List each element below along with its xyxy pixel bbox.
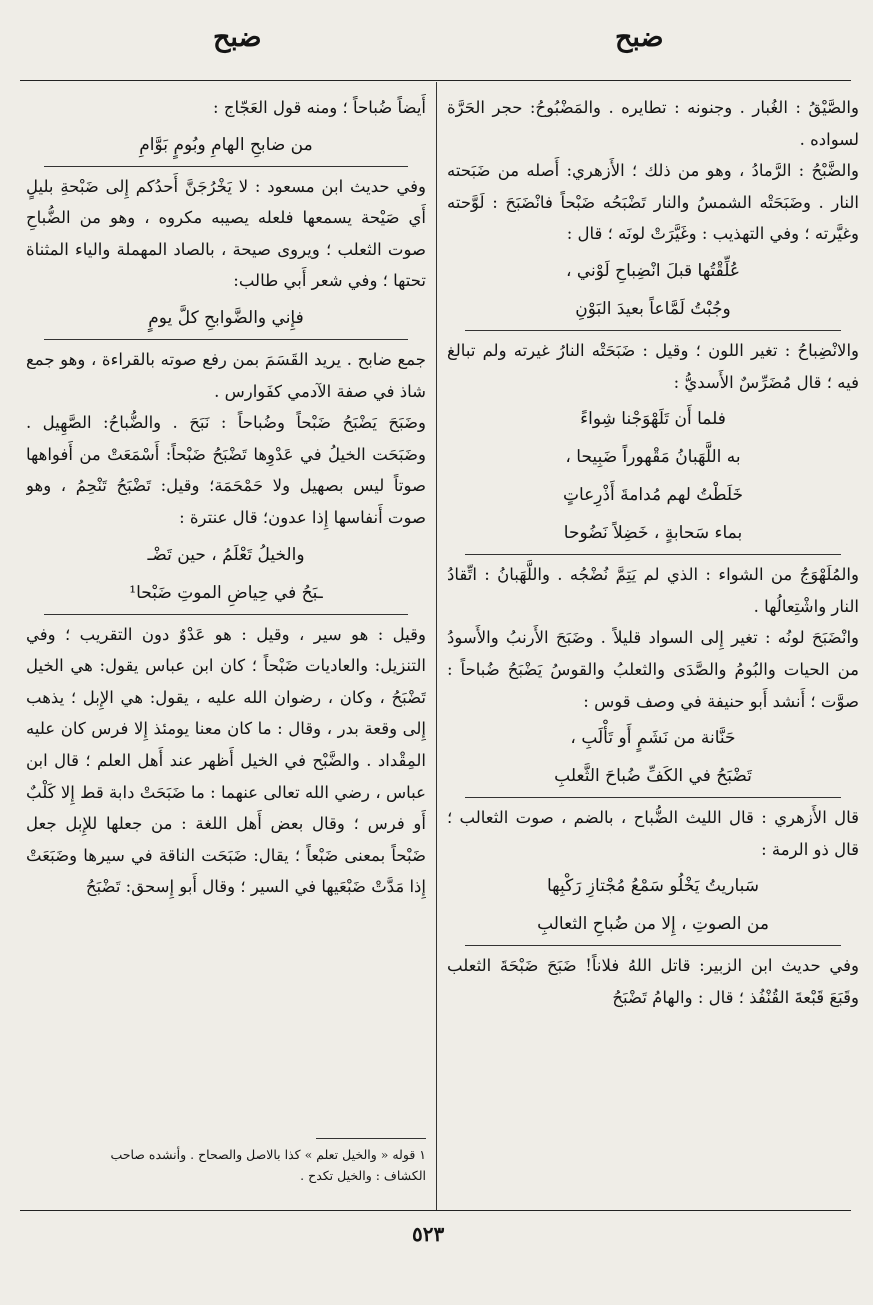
verse-separator — [465, 797, 841, 798]
verse-line: فإِني والضَّوابحِ كلَّ يومٍ — [148, 307, 304, 328]
paragraph: والمُلَهْوَجُ من الشواء : الذي لم يَتِمَّ نُضْجُه . واللَّهَبانُ : اتِّقادُ النار واشْتِعالُها . — [447, 565, 859, 616]
verse-separator — [465, 330, 841, 331]
running-header-left: ضبح — [213, 22, 262, 53]
verse-separator — [44, 166, 408, 167]
verse-line: حَنَّانة من نَشَمٍ أَو تَأْلَبِ ، — [570, 728, 736, 749]
verse-separator — [44, 339, 408, 340]
verse-line: فلما أَن تَلَهْوَجْنا شِواءً — [580, 409, 726, 430]
right-column — [447, 92, 859, 1207]
verse-line: به اللَّهَبانُ مَقْهوراً ضَبِيحا ، — [565, 447, 741, 468]
footnote-line: ١ قوله « والخيل تعلم » كذا بالاصل والصحاح . وأنشده صاحب — [110, 1147, 426, 1162]
footnote-line: الكشاف : والخيل تكدح . — [300, 1168, 426, 1183]
paragraph: جمع ضابح . يريد القَسَمَ بمن رفع صوته بالقراءة ، وهو جمع شاذ في صفة الآدمي كفَوارس . — [26, 349, 426, 401]
verse-line: ـبَحُ في حِياضِ الموتِ ضَبْحا¹ — [129, 582, 323, 603]
paragraph: وفي حديث ابن مسعود : لا يَخْرُجَنَّ أَحدُكم إِلى ضَبْحةِ بليلٍ أَي صَيْحة يسمعها فلعله يصيبه مكروه ، وهو من الضُّباحِ صوت الثعلب ؛ ويروى صيحة ، بالصاد المهملة والياء المثناة تحتها ؛ وفي شعر أَبي طالب: — [26, 176, 426, 291]
verse-line: عُلِّقْتُها قبلَ انْضِباحِ لَوْني ، — [565, 260, 741, 281]
footnote-rule — [316, 1138, 426, 1139]
page-number: ٥٢٣ — [412, 1222, 445, 1246]
verse-line: من ضابحِ الهامِ وبُومٍ بَوَّامِ — [139, 134, 313, 155]
verse-separator — [465, 945, 841, 946]
verse-separator — [44, 614, 408, 615]
verse-line: بماء سَحابةٍ ، خَضِلاً نَضُوحا — [563, 523, 743, 544]
verse-line: والخيلُ تَعْلَمُ ، حين تَضْـ — [147, 544, 305, 565]
verse-line: خَلَطْتُ لهم مُدامةَ أَذْرِعاتٍ — [562, 485, 744, 506]
paragraph: والضَّبْحُ : الرَّمادُ ، وهو من ذلك ؛ الأَزهري: أَصله من ضَبَحته النار . وضَبَحَتْه الشمسُ والنار تَضْبَحُه ضَبْحاً فانْضَبَحَ : لَوَّحته وغيَّرته ؛ وفي التهذيب : وغَيَّرَتْ لونَه ؛ قال : — [447, 161, 859, 244]
verse-line: من الصوتِ ، إِلا من ضُباحِ الثعالبِ — [537, 914, 769, 935]
paragraph: وقيل : هو سير ، وقيل : هو عَدْوٌ دون التقريب ؛ وفي التنزيل: والعاديات ضَبْحاً ؛ كان ابن عباس يقول: هي الخيل تَضْبَحُ ، وكان ، رضوان الله عليه ، يقول: هي الإِبل ؛ يذهب إِلى وقعة بدر ، وقال : ما كان معنا يومئذ إِلا فرس كان عليه المِقْداد . والضَّبْح في الخيل أَظهر عند أَهل العلم ؛ قال ابن عباس ، رضي الله تعالى عنهما : ما ضَبَحَتْ دابة قط إِلا كَلْبٌ أَو فرس ؛ وقال بعض أَهل اللغة : من جعلها للإِبل جعل ضَبْحاً بمعنى ضَبْعاً ؛ يقال: ضَبَحَت الناقة في سيرها وضَبَعَتْ إِذا مَدَّتْ ضَبْعَيها في السير ؛ وقال أَبو إِسحق: تَضْبَحُ — [26, 624, 426, 897]
paragraph: والصَّيْقُ : الغُبار . وجنونه : تطايره . والمَضْبُوحُ: حجر الحَرَّة لسواده . — [447, 98, 859, 149]
paragraph: أَيضاً ضُباحاً ؛ ومنه قول العَجّاج : — [213, 98, 426, 117]
paragraph: وفي حديث ابن الزبير: قاتل اللهُ فلاناً! ضَبَحَ ضَبْحَةَ الثعلب وقَبَعَ قَبْعةَ القُنْفُذ ؛ قال : والهامُ تَضْبَحُ — [447, 956, 859, 1007]
verse-line: سَباريتُ يَخْلُو سَمْعُ مُجْتازِ رَكْبِها — [546, 876, 760, 897]
footer-rule — [20, 1210, 851, 1211]
paragraph: وانْضَبَحَ لونُه : تغير إِلى السواد قليلاً . وضَبَحَ الأَرنبُ والأَسودُ من الحيات والبُومُ والصَّدَى والثعلبُ والقوسُ يَضْبَحُ ضُباحاً : صوَّت ؛ أَنشد أَبو حنيفة في وصف قوس : — [447, 628, 859, 711]
footnote — [26, 1144, 426, 1186]
paragraph: والانْضِباحُ : تغير اللون ؛ وقيل : ضَبَحَتْه النارُ غيرته ولم تبالغ فيه ؛ قال مُضَرِّسٌ الأَسديُّ : — [447, 340, 859, 392]
paragraph: وضَبَحَ يَضْبَحُ ضَبْحاً وضُباحاً : نَبَحَ . والضُّباحُ: الصَّهِيل . وضَبَحَت الخيلُ في عَدْوِها تَضْبَحُ ضَبْحاً: أَسْمَعَتْ من أَفواهها صوتاً ليس بصهيل ولا حَمْحَمَة؛ وقيل: تَضْبَحُ تَنْحِمُ ، وهو صوت أَنفاسها إِذا عدون؛ قال عنترة : — [26, 413, 426, 527]
column-divider — [436, 82, 437, 1210]
left-column — [26, 92, 426, 1132]
running-header-right: ضبح — [615, 22, 664, 53]
paragraph: قال الأَزهري : قال الليث الضُّباح ، بالضم ، صوت الثعالب ؛ قال ذو الرمة : — [447, 808, 859, 859]
header-rule — [20, 80, 851, 81]
verse-line: تَضْبَحُ في الكَفِّ ضُباحَ الثَّعلبِ — [554, 766, 752, 787]
verse-line: وجُبْتُ لَمَّاعاً بعيدَ البَوْنِ — [575, 298, 731, 319]
verse-separator — [465, 554, 841, 555]
